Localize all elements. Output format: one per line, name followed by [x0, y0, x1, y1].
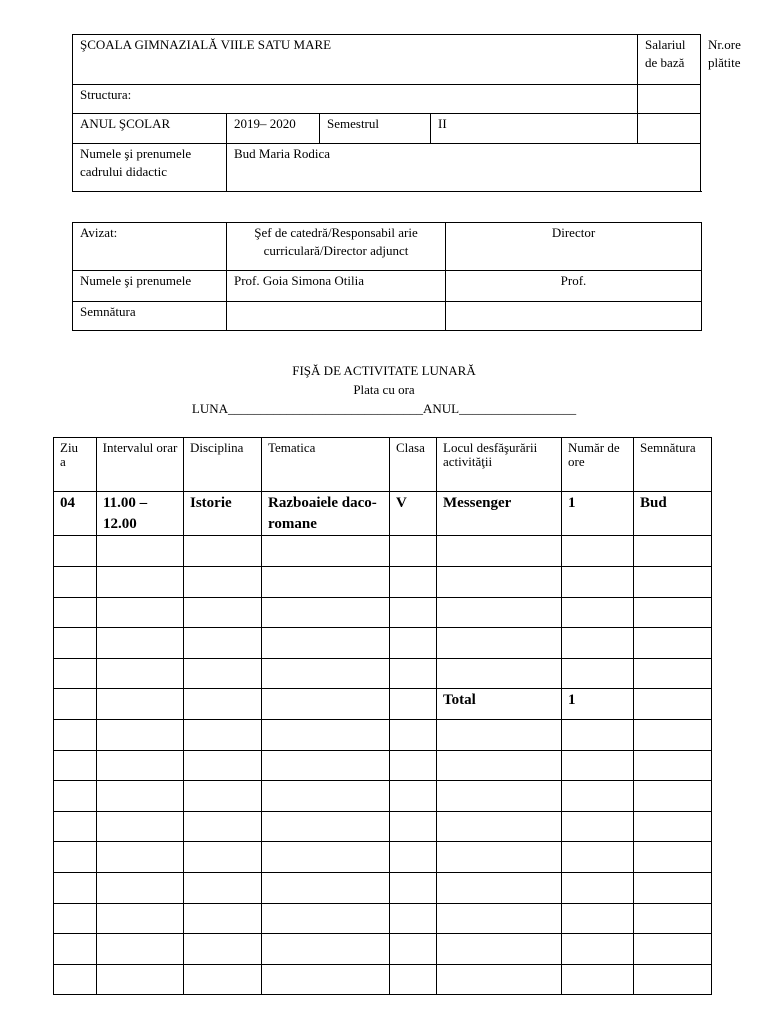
total-label: Total: [437, 689, 562, 720]
header-interval: Intervalul orar: [97, 438, 184, 492]
header-discipline: Disciplina: [184, 438, 262, 492]
header-location: Locul desfăşurării activităţii: [437, 438, 562, 492]
name-label: Numele şi prenumele: [73, 271, 227, 302]
table-row: [54, 842, 712, 873]
row-day: 04: [54, 492, 97, 536]
approved-label: Avizat:: [73, 223, 227, 271]
row-discipline: Istorie: [184, 492, 262, 536]
head-signature-cell: [227, 302, 446, 331]
header-day: Ziua: [54, 438, 97, 492]
table-row: [54, 536, 712, 567]
head-name: Prof. Goia Simona Otilia: [227, 271, 446, 302]
table-row: [54, 781, 712, 812]
table-row: [54, 567, 712, 598]
structure-salary-cell: [638, 85, 701, 114]
header-topic: Tematica: [262, 438, 390, 492]
row-interval: 11.00 – 12.00: [97, 492, 184, 536]
table-row: [54, 873, 712, 904]
table-row: [54, 628, 712, 659]
total-row: [54, 689, 712, 720]
table-row: [54, 904, 712, 934]
header-class: Clasa: [390, 438, 437, 492]
table-row: [54, 934, 712, 965]
form-title: FIŞĂ DE ACTIVITATE LUNARĂ: [292, 363, 476, 378]
table-row: [54, 598, 712, 628]
structure-label: Structura:: [73, 85, 638, 114]
head-of-department-label: Şef de catedră/Responsabil arie curriculară/Director adjunct: [227, 223, 446, 271]
month-year-line: LUNA______________________________ANUL__________________: [191, 401, 577, 416]
header-signature: Semnătura: [634, 438, 712, 492]
form-subtitle: Plata cu ora: [353, 382, 415, 397]
activity-table: [53, 437, 712, 995]
teacher-name-label: Numele şi prenumele cadrului didactic: [73, 144, 227, 192]
school-info-table: ŞCOALA GIMNAZIALĂ VIILE SATU MARE Salariul de bază Nr.ore plătite Structura: ANUL ŞCOLAR 2019– 2020 Semestrul II Numele şi prenumele cadrului didactic Bud Maria Rodica: [72, 34, 701, 192]
row-hours: 1: [562, 492, 634, 536]
header-hours: Număr de ore: [562, 438, 634, 492]
director-label: Director: [446, 223, 702, 271]
director-name: Prof.: [446, 271, 702, 302]
school-name: ŞCOALA GIMNAZIALĂ VIILE SATU MARE: [73, 35, 638, 85]
row-class: V: [390, 492, 437, 536]
salary-label: Salariul de bază: [638, 35, 701, 85]
director-signature-cell: [446, 302, 702, 331]
row-location: Messenger: [437, 492, 562, 536]
approval-table: [72, 222, 702, 331]
row-topic: Razboaiele daco-romane: [262, 492, 390, 536]
total-value: 1: [562, 689, 634, 720]
row-signature: Bud: [634, 492, 712, 536]
table-row: [54, 659, 712, 689]
teacher-name-value: Bud Maria Rodica: [227, 144, 701, 192]
signature-label: Semnătura: [73, 302, 227, 331]
table-row: [54, 720, 712, 751]
school-year-label: ANUL ŞCOLAR: [73, 114, 227, 144]
semester-value: II: [431, 114, 638, 144]
table-row: [54, 812, 712, 842]
school-year-value: 2019– 2020: [227, 114, 320, 144]
table-row: [54, 751, 712, 781]
semester-label: Semestrul: [320, 114, 431, 144]
year-salary-cell: [638, 114, 701, 144]
table-row: [54, 965, 712, 995]
